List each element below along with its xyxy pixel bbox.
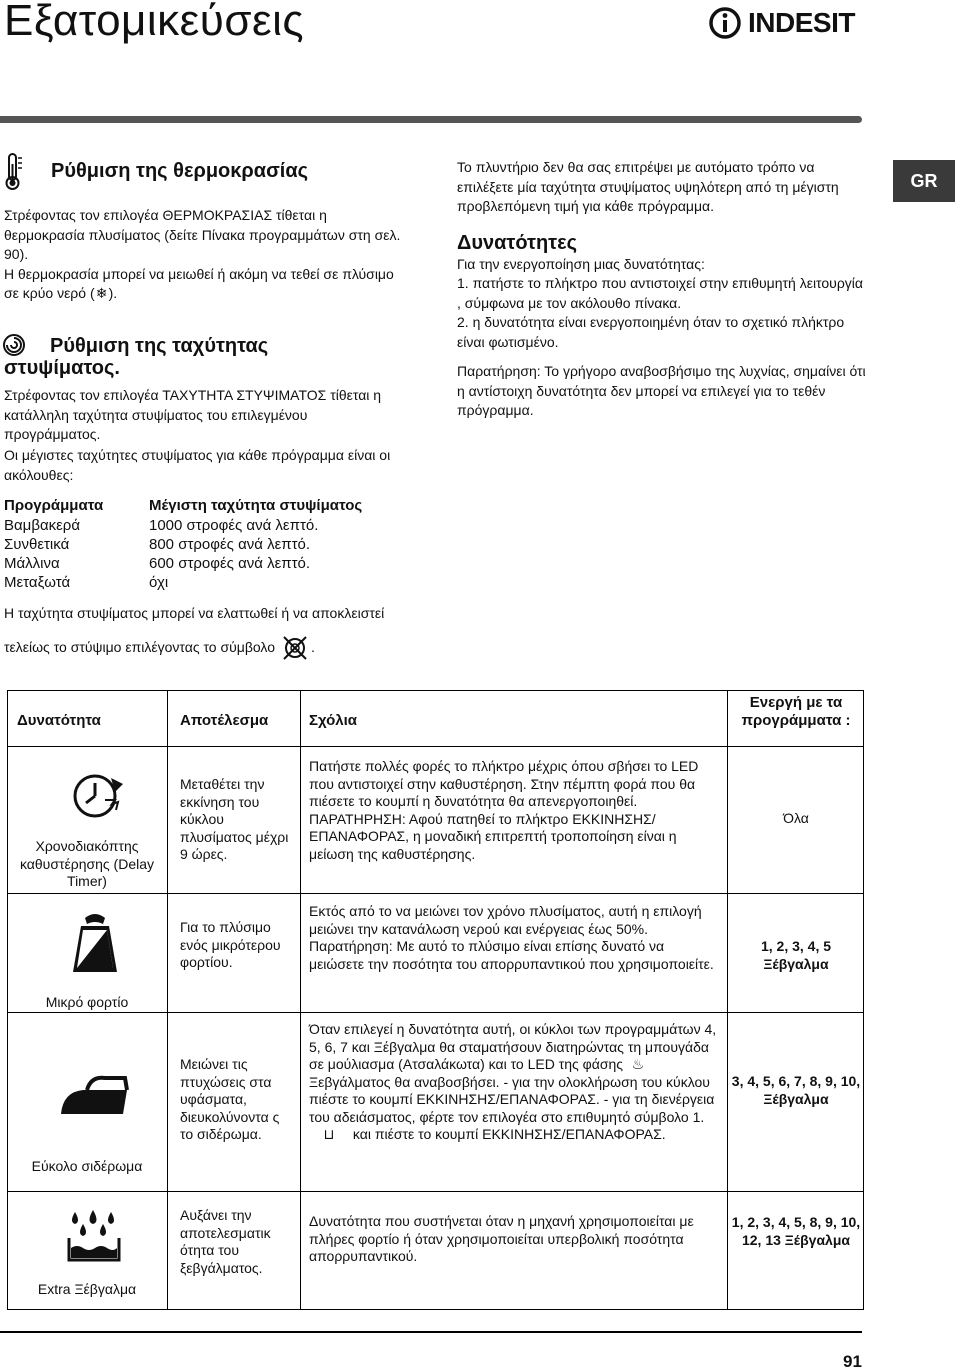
table-rule	[7, 1309, 864, 1310]
spin-program: Συνθετικά	[4, 536, 70, 553]
option-name-easy-iron: Εύκολο σιδέρωμα	[31, 1158, 143, 1174]
col-header-programs: Ενεργή με τα προγράμματα :	[741, 694, 851, 729]
spin-program: Μάλλινα	[4, 555, 60, 572]
table-rule	[7, 893, 864, 894]
no-spin-icon	[281, 634, 309, 662]
spin-table-head-speed: Μέγιστη ταχύτητα στυψίματος	[149, 497, 363, 514]
right-p4: 2. η δυνατότητα είναι ενεργοποιημένη όταν το σχετικό πλήκτρο είναι φωτισμένο.	[457, 314, 845, 350]
indesit-logo-icon	[708, 6, 742, 40]
option-name-delay: Χρονοδιακόπτης καθυστέρησης (Delay Timer)	[19, 838, 155, 889]
spin-table-row	[4, 554, 362, 573]
spin-p2: Οι μέγιστες ταχύτητες στυψίματος για κάθε πρόγραμμα είναι οι ακόλουθες:	[4, 447, 391, 483]
table-rule	[300, 690, 301, 1310]
temp-paragraph	[4, 206, 404, 304]
col-header-option: Δυνατότητα	[17, 712, 101, 729]
spin-speed-table	[4, 496, 362, 592]
spin-table-row	[4, 573, 362, 592]
table-rule	[7, 1191, 864, 1192]
spin-speed: 600 στροφές ανά λεπτό.	[149, 555, 311, 572]
extra-rinse-icon	[65, 1208, 123, 1264]
weight-icon	[71, 912, 119, 976]
drain-symbol-icon: ⊔	[323, 1126, 335, 1142]
option-programs-small-load: 1, 2, 3, 4, 5 Ξέβγαλμα	[760, 938, 832, 972]
right-p5: Παρατήρηση: Το γρήγορο αναβοσβήσιμο της λυχνίας, σημαίνει ότι η αντίστοιχη δυνατότητα δεν μπορεί να επιλεγεί για το τεθέν πρόγραμμα.	[457, 363, 866, 418]
col-header-comments: Σχόλια	[309, 712, 357, 729]
spin-speed: όχι	[149, 574, 169, 591]
spin-note-line2-end: .	[310, 639, 315, 656]
option-programs-extra-rinse: 1, 2, 3, 4, 5, 8, 9, 10, 12, 13 Ξέβγαλμα	[731, 1214, 861, 1248]
table-rule	[167, 690, 168, 1310]
rinse-phase-icon: ♨	[631, 1056, 645, 1072]
temp-p2b: ).	[108, 285, 118, 301]
spin-speed: 800 στροφές ανά λεπτό.	[149, 536, 311, 553]
page-number: 91	[843, 1352, 862, 1371]
option-result-small-load: Για το πλύσιμο ενός μικρότερου φορτίου.	[180, 919, 281, 970]
spin-p1: Στρέφοντας τον επιλογέα ΤΑΧΥΤΗΤΑ ΣΤΥΨΙΜΑΤΟΣ τίθεται η κατάλληλη ταχύτητα στυψίματος του επιλεγμένου προγράμματος.	[4, 387, 382, 442]
table-rule	[7, 690, 8, 1310]
options-table	[7, 690, 864, 1310]
col-header-result: Αποτέλεσμα	[180, 712, 269, 729]
table-rule	[727, 690, 728, 1310]
options-heading: Δυνατότητες	[457, 232, 577, 254]
spin-table-row	[4, 516, 362, 535]
option-comments-small-load: Εκτός από το να μειώνει τον χρόνο πλυσίματος, αυτή η επιλογή μειώνει την κατανάλωση νερού και ενέργειας έως 50%. Παρατήρηση: Με αυτό το πλύσιμο είναι επίσης δυνατό να μειώσετε την ποσότητα του απορρυπαντικού που χρησιμοποιείτε.	[309, 903, 714, 972]
easy-iron-comment-part1: Όταν επιλεγεί η δυνατότητα αυτή, οι κύκλοι των προγραμμάτων 4, 5, 6, 7 και Ξέβγαλμα θα σταματήσουν διατηρώντας τη μπουγάδα σε μούλιασμα (Ατσαλάκωτα) και το LED της φάσης	[309, 1021, 717, 1072]
thermometer-icon	[2, 152, 24, 192]
spin-note-line2-text: τελείως το στύψιμο επιλέγοντας το σύμβολο	[4, 639, 275, 656]
option-comments-extra-rinse: Δυνατότητα που συστήνεται όταν η μηχανή χρησιμοποιείται με πλήρες φορτίο ή όταν χρησιμοποιείται υπερβολική ποσότητα απορρυπαντικού.	[309, 1213, 694, 1264]
option-result-easy-iron: Μειώνει τις πτυχώσεις στα υφάσματα, διευκολύνοντα ς το σιδέρωμα.	[180, 1056, 280, 1142]
spin-program: Βαμβακερά	[4, 517, 81, 534]
table-rule	[7, 746, 864, 747]
option-programs-easy-iron: 3, 4, 5, 6, 7, 8, 9, 10, Ξέβγαλμα	[731, 1073, 861, 1107]
right-p1: Το πλυντήριο δεν θα σας επιτρέψει με αυτόματο τρόπο να επιλέξετε μία ταχύτητα στυψίματος υψηλότερη από τη μέγιστη προβλεπόμενη τιμή για κάθε πρόγραμμα.	[457, 159, 839, 214]
header-rule	[0, 116, 862, 123]
spin-heading: Ρύθμιση της ταχύτητας στυψίματος.	[4, 335, 269, 379]
spin-speed: 1000 στροφές ανά λεπτό.	[149, 517, 319, 534]
page-title: Εξατομικεύσεις	[4, 0, 305, 45]
option-result-delay: Μεταθέτει την εκκίνηση του κύκλου πλυσίματος μέχρι 9 ώρες.	[180, 776, 289, 862]
option-result-extra-rinse: Αυξάνει την αποτελεσματικ ότητα του ξεβγάλματος.	[180, 1207, 271, 1276]
brand-logo	[708, 6, 855, 40]
table-rule	[7, 690, 864, 691]
option-comments-delay: Πατήστε πολλές φορές το πλήκτρο μέχρις όπου σβήσει το LED που αντιστοιχεί στην καθυστέρηση. Στην πέμπτη φορά που θα πιέσετε το κουμπί η δυνατότητα θα απενεργοποιηθεί. ΠΑΡΑΤΗΡΗΣΗ: Αφού πατηθεί το πλήκτρο ΕΚΚΙΝΗΣΗΣ/ΕΠΑΝΑΦΟΡΑΣ, η μοναδική επιτρεπτή τροποποίηση είναι η μείωση της καθυστέρησης.	[309, 758, 699, 862]
spin-table-header	[4, 496, 362, 515]
language-badge: GR	[893, 160, 955, 202]
option-comments-easy-iron	[309, 1021, 721, 1144]
spin-table-head-programs: Προγράμματα	[4, 497, 104, 514]
spin-note-line2	[4, 634, 315, 662]
delay-timer-icon	[67, 764, 129, 826]
temp-heading: Ρύθμιση της θερμοκρασίας	[51, 160, 309, 182]
footer-rule	[0, 1331, 862, 1333]
spin-note-line1: Η ταχύτητα στυψίματος μπορεί να ελαττωθεί ή να αποκλειστεί	[4, 605, 385, 621]
easy-iron-comment-part2: Ξεβγάλματος θα αναβοσβήσει. - για την ολοκλήρωση του κύκλου πιέστε το κουμπί ΕΚΚΙΝΗΣΗΣ/ΕΠΑΝΑΦΟΡΑΣ. - για τη διενέργεια του αδειάσματος, φέρτε τον επιλογέα στο επιθυμητό σύμβολο 1.	[309, 1073, 715, 1125]
temp-p2a: Η θερμοκρασία μπορεί να μειωθεί ή ακόμη να τεθεί σε πλύσιμο σε κρύο νερό (	[4, 265, 394, 301]
brand-name: INDESIT	[748, 7, 855, 38]
option-programs-delay: Όλα	[783, 810, 809, 826]
snowflake-icon: ❄	[95, 285, 108, 301]
option-name-extra-rinse: Extra Ξέβγαλμα	[37, 1281, 137, 1297]
right-p2: Για την ενεργοποίηση μιας δυνατότητας:	[457, 256, 705, 272]
temp-p1: Στρέφοντας τον επιλογέα ΘΕΡΜΟΚΡΑΣΙΑΣ τίθεται η θερμοκρασία πλυσίματος (δείτε Πίνακα προγραμμάτων στη σελ. 90).	[4, 207, 401, 262]
table-rule	[863, 690, 864, 1310]
right-p3: 1. πατήστε το πλήκτρο που αντιστοιχεί στην επιθυμητή λειτουργία , σύμφωνα με τον ακόλουθο πίνακα.	[457, 275, 863, 311]
iron-icon	[57, 1070, 133, 1118]
option-name-small-load: Μικρό φορτίο	[45, 994, 129, 1010]
spin-program: Μεταξωτά	[4, 574, 71, 591]
spin-table-row	[4, 535, 362, 554]
easy-iron-comment-part3: και πιέστε το κουμπί ΕΚΚΙΝΗΣΗΣ/ΕΠΑΝΑΦΟΡΑΣ.	[352, 1126, 666, 1142]
table-rule	[7, 1012, 864, 1013]
